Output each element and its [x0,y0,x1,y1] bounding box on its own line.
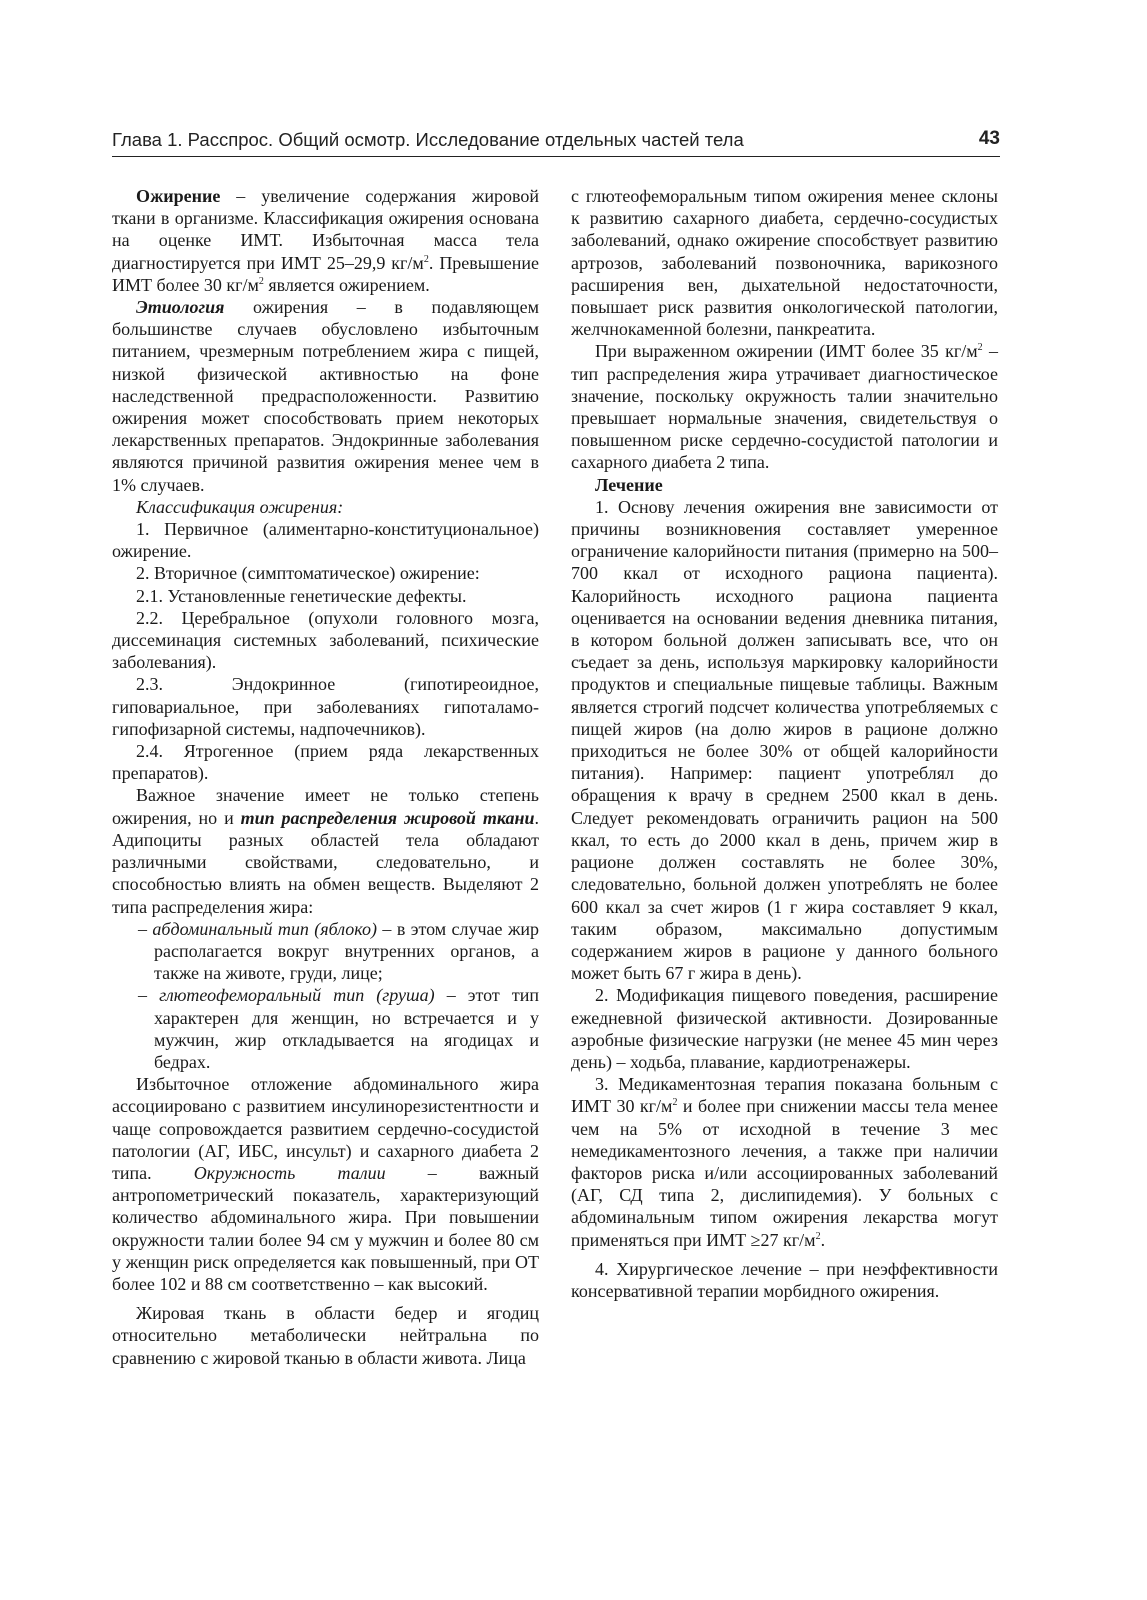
term-obesity: Ожирение [136,186,221,206]
classification-item: 2. Вторичное (симптоматическое) ожирение: [136,563,480,584]
classification-item: 2.2. Церебральное (опухоли головного мозга, диссеминация системных заболеваний, психические заболевания). [112,607,539,673]
page-number: 43 [978,128,1000,149]
term-etiology: Этиология [136,297,225,318]
running-header [112,128,1000,157]
treatment-item-1: 1. Основу лечения ожирения вне зависимости от причины возникновения составляет умеренное ограничение калорийности питания (примерно на 500–700 ккал от исходного рациона пациента). Калорийность исходного рациона пациента оценивается на основании ведения дневника питания, в котором больной должен записывать все, что он съедает за день, используя маркировку калорийности продуктов и специальные пищевые таблицы. Важным является строгий подсчет количества употребляемых с пищей жиров (на долю жиров в рационе должно приходиться не более 30% от общей калорийности питания). Например: пациент употреблял до обращения к врачу в среднем 2500 ккал в день. Следует рекомендовать ограничить рацион на 500 ккал, то есть до 2000 ккал в день, причем жир в рационе должен составлять не более 30%, следовательно, больной должен употреблять не более 600 ккал за счет жиров (1 г жира составляет 9 ккал, таким образом, максимально допустимым содержанием жиров в рационе у данного больного может быть 67 г жира в день). [571,496,998,984]
treatment-item-4: 4. Хирургическое лечение – при неэффективности консервативной терапии морбидного ожирения. [571,1258,998,1301]
treatment-heading: Лечение [595,474,663,495]
term-distribution-type: тип распределения жировой ткани [240,807,535,828]
left-column [112,185,539,1369]
severe-obesity-paragraph: При выраженном ожирении (ИМТ более 35 $кг/м^2$ – тип распределения жира утрачивает диагностическое значение, поскольку окружность талии значительно превышает нормальные значения, свидетельствуя о повышенном риске сердечно-сосудистой патологии и сахарного диабета 2 типа. [571,341,998,473]
chapter-title: Глава 1. Расспрос. Общий осмотр. Исследование отдельных частей тела [112,129,744,150]
classification-item: 1. Первичное (алиментарно-конституциональное) ожирение. [112,519,539,562]
classification-item: 2.4. Ятрогенное (прием ряда лекарственных препаратов). [112,741,539,784]
right-column [571,185,998,1302]
hip-fat-paragraph: Жировая ткань в области бедер и ягодиц относительно метаболически нейтральна по сравнению с жировой тканью в области живота. Лица [112,1303,539,1368]
fat-type-list [112,918,539,1073]
list-item-gluteofemoral: – глютеофеморальный тип (груша) – этот тип характерен для женщин, но встречается и у мужчин, жир откладывается на ягодицах и бедрах. [138,985,539,1072]
treatment-item-3: 3. Медикаментозная терапия показана больным с ИМТ 30 $кг/м^2$ и более при снижении массы тела менее чем на 5% от исходной в течение 3 мес немедикаментозного лечения, а также при наличии факторов риска и/или ассоциированных заболеваний (АГ, СД типа 2, дислипидемия). У больных с абдоминальным типом ожирения лекарства могут применяться при ИМТ ≥27 $кг/м^2$. [571,1074,998,1250]
term-waist: Окружность талии [193,1162,386,1183]
classification-item: 2.1. Установленные генетические дефекты. [136,585,467,606]
classification-item: 2.3. Эндокринное (гипотиреоидное, гиповариальное, при заболеваниях гипоталамо-гипофизарной системы, надпочечников). [112,674,539,739]
etiology-paragraph: Этиология ожирения – в подавляющем большинстве случаев обусловлено избыточным питанием, чрезмерным потреблением жира с пищей, низкой физической активностью на фоне наследственной предрасположенности. Развитию ожирения может способствовать прием некоторых лекарственных препаратов. Эндокринные заболевания являются причиной развития ожирения менее чем в 1% случаев. [112,297,539,495]
obesity-definition: Ожирение – увеличение содержания жировой ткани в организме. Классификация ожирения основана на оценке ИМТ. Избыточная масса тела диагностируется при ИМТ 25–29,9 $кг/м^2$. Превышение ИМТ более 30 $кг/м^2$ является ожирением. [112,186,539,295]
treatment-item-2: 2. Модификация пищевого поведения, расширение ежедневной физической активности. Дозированные аэробные физические нагрузки (не менее 45 мин через день) – ходьба, плавание, кардиотренажеры. [571,985,998,1072]
distribution-paragraph: Важное значение имеет не только степень ожирения, но и тип распределения жировой ткани. Адипоциты разных областей тела обладают различными свойствами, следовательно, и способностью влиять на обмен веществ. Выделяют 2 типа распределения жира: [112,785,540,917]
abdominal-fat-paragraph: Избыточное отложение абдоминального жира ассоциировано с развитием инсулинорезистентности и чаще сопровождается развитием сердечно-сосудистой патологии (АГ, ИБС, инсульт) и сахарного диабета 2 типа. Окружность талии – важный антропометрический показатель, характеризующий количество абдоминального жира. При повышении окружности талии более 94 см у мужчин и более 80 см у женщин риск определяется как повышенный, при ОТ более 102 и 88 см соответственно – как высокий. [112,1074,539,1294]
gluteofemoral-continuation: с глютеофеморальным типом ожирения менее склоны к развитию сахарного диабета, сердечно-сосудистых заболеваний, однако ожирение способствует развитию артрозов, заболеваний позвоночника, варикозного расширения вен, дыхательной недостаточности, повышает риск развития онкологической патологии, желчнокаменной болезни, панкреатита. [571,186,998,340]
list-item-abdominal: – абдоминальный тип (яблоко) – в этом случае жир располагается вокруг внутренних органов, а также на животе, груди, лице; [138,918,540,984]
classification-title: Классификация ожирения: [136,496,344,517]
